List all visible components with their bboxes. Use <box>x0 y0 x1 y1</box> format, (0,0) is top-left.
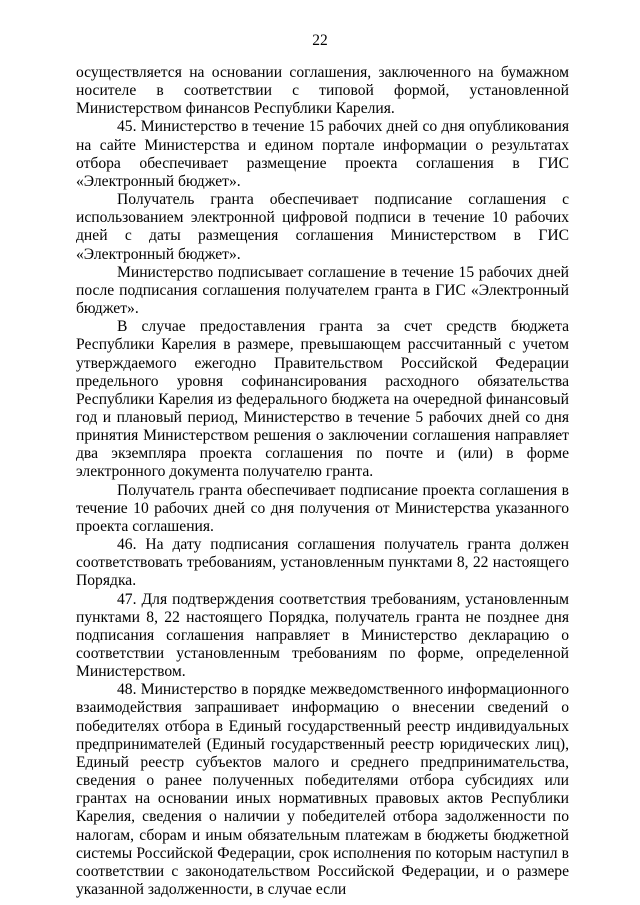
paragraph-item-45: 45. Министерство в течение 15 рабочих дней со дня опубликования на сайте Министерства и едином портале информации о результатах отбора обеспечивает размещение проекта соглашения в ГИС «Электронный бюджет». <box>76 118 569 190</box>
paragraph-ministry-signing: Министерство подписывает соглашение в течение 15 рабочих дней после подписания соглашения получателем гранта в ГИС «Электронный бюджет». <box>76 263 569 318</box>
paragraph-item-46: 46. На дату подписания соглашения получатель гранта должен соответствовать требованиям, установленным пунктами 8, 22 настоящего Порядка. <box>76 536 569 590</box>
paragraph-continuation: осуществляется на основании соглашения, заключенного на бумажном носителе в соответствии с типовой формой, установленной Министерством финансов Республики Карелия. <box>76 64 569 118</box>
page-number: 22 <box>312 32 328 49</box>
paragraph-recipient-signing: Получатель гранта обеспечивает подписание соглашения с использованием электронной цифровой подписи в течение 10 рабочих дней с даты размещения соглашения Министерством в ГИС «Электронный бюджет». <box>76 191 569 263</box>
paragraph-recipient-paper-signing: Получатель гранта обеспечивает подписание проекта соглашения в течение 10 рабочих дней со дня получения от Министерства указанного проекта соглашения. <box>76 481 569 535</box>
paragraph-grant-excess-case: В случае предоставления гранта за счет средств бюджета Республики Карелия в размере, превышающем рассчитанный с учетом утверждаемого ежегодно Правительством Российской Федерации предельного уровня софинансирования расходного обязательства Республики Карелия из федерального бюджета на очередной финансовый год и плановый период, Министерство в течение 5 рабочих дней со дня принятия Министерством решения о заключении соглашения направляет два экземпляра проекта соглашения по почте и (или) в форме электронного документа получателю гранта. <box>76 318 569 481</box>
document-body <box>76 64 569 899</box>
paragraph-item-47: 47. Для подтверждения соответствия требованиям, установленным пунктами 8, 22 настоящего Порядка, получатель гранта не позднее дня подписания соглашения направляет в Министерство декларацию о соответствии установленным требованиям по форме, определенной Министерством. <box>76 590 569 681</box>
paragraph-item-48: 48. Министерство в порядке межведомственного информационного взаимодействия запрашивает информацию о внесении сведений о победителях отбора в Единый государственный реестр индивидуальных предпринимателей (Единый государственный реестр юридических лиц), Единый реестр субъектов малого и среднего предпринимательства, сведения о ранее полученных победителями отбора субсидиях или грантах на основании иных нормативных правовых актов Республики Карелия, сведения о наличии у победителей отбора задолженности по налогам, сборам и иным обязательным платежам в бюджеты бюджетной системы Российской Федерации, срок исполнения по которым наступил в соответствии с законодательством Российской Федерации, и о размере указанной задолженности, в случае если <box>76 681 569 899</box>
